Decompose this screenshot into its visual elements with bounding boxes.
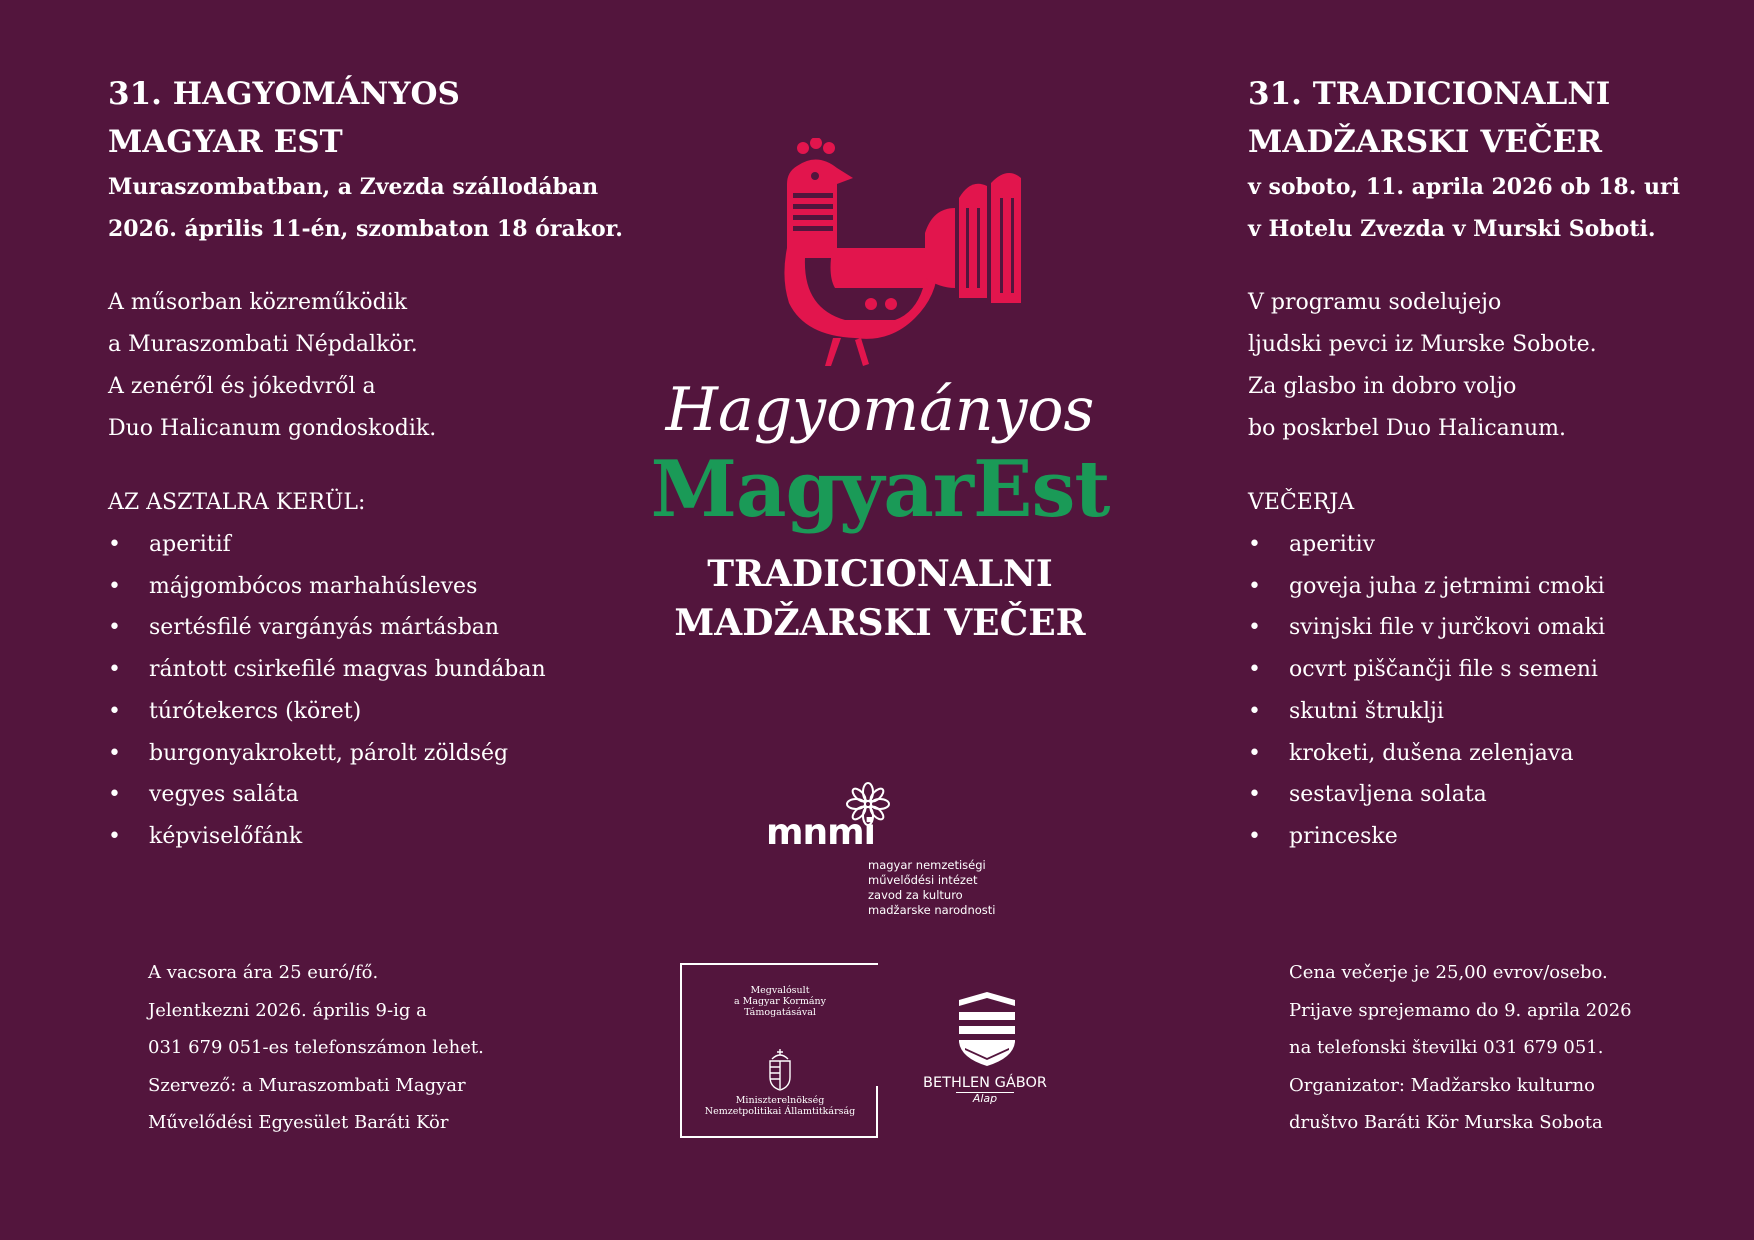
hu-menu-item: • vegyes saláta <box>108 774 668 816</box>
hu-menu-item: • képviselőfánk <box>108 816 668 858</box>
sl-menu-item: • aperitiv <box>1248 524 1748 566</box>
sl-footer <box>1289 954 1632 1142</box>
hu-footer-line: Művelődési Egyesület Baráti Kör <box>148 1112 449 1133</box>
government-top-line: a Magyar Kormány <box>733 996 826 1007</box>
bethlen-gabor-logo <box>920 992 1050 1114</box>
sl-program-line: V programu sodelujejo <box>1248 290 1502 315</box>
sl-menu-list <box>1248 524 1748 858</box>
mnmi-logo <box>766 780 996 920</box>
hu-footer-line: Jelentkezni 2026. április 9-ig a <box>148 999 427 1021</box>
center-subtitle-line-1: TRADICIONALNI <box>707 553 1053 595</box>
hu-when-line-1: Muraszombatban, a Zvezda szállodában <box>108 174 599 200</box>
sl-program-line: ljudski pevci iz Murske Sobote. <box>1248 332 1597 357</box>
sl-program-line: Za glasbo in dobro voljo <box>1248 374 1517 399</box>
sl-menu-item: • skutni štruklji <box>1248 691 1748 733</box>
sl-menu-item: • goveja juha z jetrnimi cmoki <box>1248 566 1748 608</box>
sl-menu-item: • svinjski file v jurčkovi omaki <box>1248 607 1748 649</box>
hu-program <box>108 282 668 450</box>
sl-title-line-1: 31. TRADICIONALNI <box>1248 76 1611 112</box>
sl-title-line-2: MADŽARSKI VEČER <box>1248 124 1603 160</box>
hu-menu-item: • májgombócos marhahúsleves <box>108 566 668 608</box>
sl-when-line-2: v Hotelu Zvezda v Murski Soboti. <box>1248 216 1656 242</box>
logo-magyarest: MagyarEst <box>650 444 1110 535</box>
mnmi-text-line: madžarske narodnosti <box>868 903 996 917</box>
hu-title-line-2: MAGYAR EST <box>108 124 343 160</box>
sl-when-line-1: v soboto, 11. aprila 2026 ob 18. uri <box>1248 174 1680 200</box>
mnmi-wordmark: mnmi <box>766 812 875 853</box>
hu-program-line: Duo Halicanum gondoskodik. <box>108 416 437 441</box>
hu-program-line: A zenéről és jókedvről a <box>108 374 376 399</box>
shield-icon <box>955 992 1019 1066</box>
sl-footer-line: društvo Baráti Kör Murska Sobota <box>1289 1112 1603 1133</box>
center-subtitle <box>600 550 1160 648</box>
hu-menu-item: • sertésfilé vargányás mártásban <box>108 607 668 649</box>
government-support-box <box>680 963 878 1138</box>
hu-footer-line: 031 679 051-es telefonszámon lehet. <box>148 1037 484 1058</box>
hu-menu-item: • aperitif <box>108 524 668 566</box>
hungarian-crest-icon <box>766 1047 794 1091</box>
hu-program-line: a Muraszombati Népdalkör. <box>108 332 418 357</box>
government-box-right-border <box>876 1086 878 1138</box>
hu-title-line-1: 31. HAGYOMÁNYOS <box>108 76 460 112</box>
bethlen-alap: Alap <box>972 1092 998 1105</box>
logo-hagyomanyos: Hagyományos <box>665 375 1095 445</box>
mnmi-text-line: művelődési intézet <box>868 873 978 887</box>
hu-menu-item: • burgonyakrokett, párolt zöldség <box>108 733 668 775</box>
sl-menu-item: • sestavljena solata <box>1248 774 1748 816</box>
government-bottom-text <box>682 1095 878 1117</box>
hu-menu-heading: AZ ASZTALRA KERÜL: <box>108 490 366 515</box>
hu-menu-item: • túrótekercs (köret) <box>108 691 668 733</box>
sl-program-line: bo poskrbel Duo Halicanum. <box>1248 416 1566 441</box>
center-subtitle-line-2: MADŽARSKI VEČER <box>674 602 1086 644</box>
sl-footer-line: na telefonski številki 031 679 051. <box>1289 1037 1604 1058</box>
slovenian-column <box>1248 70 1748 858</box>
government-box-bottom-border <box>680 1136 876 1138</box>
hu-program-line: A műsorban közreműködik <box>108 290 408 315</box>
hu-menu-list <box>108 524 668 858</box>
sl-menu-heading: VEČERJA <box>1248 490 1355 515</box>
government-bottom-line: Miniszterelnökség <box>735 1095 825 1106</box>
mnmi-text <box>868 858 996 918</box>
government-bottom-line: Nemzetpolitikai Államtitkárság <box>704 1106 856 1117</box>
sl-program <box>1248 282 1748 450</box>
sl-footer-line: Prijave sprejemamo do 9. aprila 2026 <box>1289 999 1632 1021</box>
sl-footer-line: Cena večerje je 25,00 evrov/osebo. <box>1289 962 1608 983</box>
government-top-line: Támogatásával <box>744 1007 816 1018</box>
government-top-line: Megvalósult <box>750 985 810 996</box>
hu-footer-line: Szervező: a Muraszombati Magyar <box>148 1074 466 1096</box>
mnmi-text-line: magyar nemzetiségi <box>868 858 986 872</box>
hu-menu-item: • rántott csirkefilé magvas bundában <box>108 649 668 691</box>
mnmi-text-line: zavod za kulturo <box>868 888 963 902</box>
sl-menu-item: • kroketi, dušena zelenjava <box>1248 733 1748 775</box>
sl-menu-item: • ocvrt piščančji file s semeni <box>1248 649 1748 691</box>
bethlen-gabor-name: BETHLEN GÁBOR <box>923 1075 1047 1091</box>
hu-footer-line: A vacsora ára 25 euró/fő. <box>148 962 379 983</box>
hu-when-line-2: 2026. április 11-én, szombaton 18 órakor. <box>108 216 623 242</box>
hu-footer <box>148 954 484 1142</box>
hungarian-column <box>108 70 668 858</box>
sl-menu-item: • princeske <box>1248 816 1748 858</box>
government-top-text <box>682 985 878 1018</box>
rooster-icon <box>775 138 1065 390</box>
sl-footer-line: Organizator: Madžarsko kulturno <box>1289 1074 1595 1096</box>
